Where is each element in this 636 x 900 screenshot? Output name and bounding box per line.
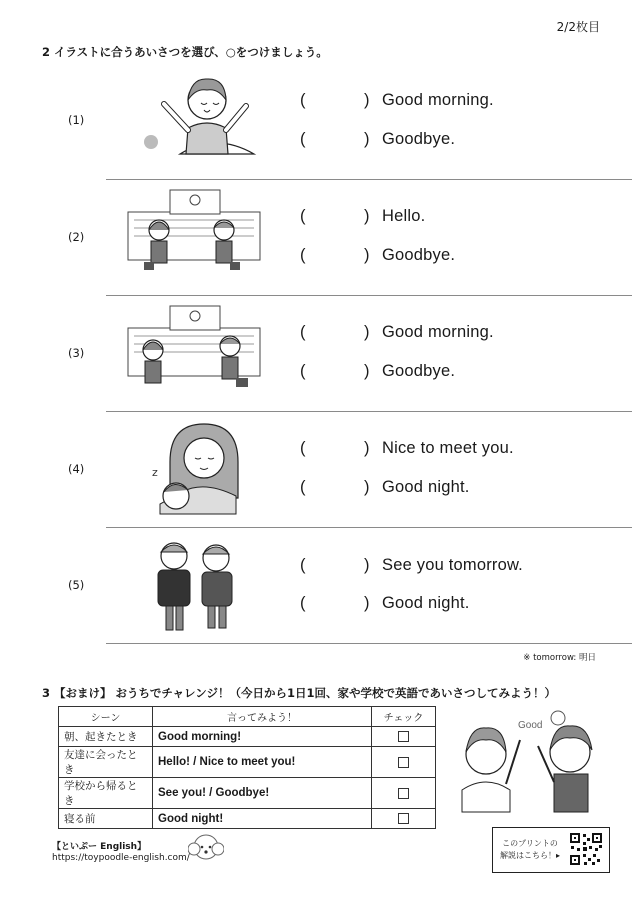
column-header: チェック bbox=[372, 707, 436, 727]
table-row bbox=[59, 727, 436, 747]
girl-waking-up-illustration bbox=[126, 70, 266, 166]
divider bbox=[106, 295, 632, 296]
divider bbox=[106, 179, 632, 180]
phrase-cell: Good night! bbox=[153, 809, 372, 829]
divider bbox=[106, 411, 632, 412]
table-row bbox=[59, 809, 436, 829]
choice-text: Good night. bbox=[382, 478, 470, 496]
phrase-cell: See you! / Goodbye! bbox=[153, 778, 372, 809]
mother-and-sleeping-child-illustration bbox=[126, 418, 262, 518]
qr-code-icon[interactable] bbox=[569, 832, 603, 866]
table-row bbox=[59, 747, 436, 778]
question-number: (4) bbox=[68, 462, 85, 476]
explanation-link-box[interactable] bbox=[492, 827, 610, 873]
choice-text: Hello. bbox=[382, 207, 426, 225]
choice-text: Good morning. bbox=[382, 91, 494, 109]
choice-text: Good morning. bbox=[382, 323, 494, 341]
challenge-table bbox=[58, 706, 436, 829]
choice-text: Good night. bbox=[382, 594, 470, 612]
choice-text: See you tomorrow. bbox=[382, 556, 523, 574]
speech-bubble-text: Good bbox=[518, 720, 543, 731]
choice-text: Nice to meet you. bbox=[382, 439, 514, 457]
page-number: 2/2枚目 bbox=[556, 20, 600, 34]
divider bbox=[106, 527, 632, 528]
scene-cell: 朝、起きたとき bbox=[59, 727, 153, 747]
scene-cell: 寝る前 bbox=[59, 809, 153, 829]
table-row bbox=[59, 778, 436, 809]
site-url[interactable]: https://toypoodle-english.com/ bbox=[52, 853, 190, 863]
section2-title: 2 イラストに合うあいさつを選び、○をつけましょう。 bbox=[42, 45, 328, 59]
choice-text: Goodbye. bbox=[382, 130, 456, 148]
svg-text:z: z bbox=[152, 466, 158, 479]
kids-thumbs-up-illustration bbox=[446, 704, 612, 814]
choice-text: Goodbye. bbox=[382, 246, 456, 264]
footnote: ※ tomorrow: 明日 bbox=[523, 653, 596, 663]
divider bbox=[106, 643, 632, 644]
check-box[interactable] bbox=[398, 731, 409, 742]
phrase-cell: Good morning! bbox=[153, 727, 372, 747]
qr-caption-line: 解説はこちら！▸ bbox=[499, 851, 560, 860]
section3-title: 3 【おまけ】 おうちでチャレンジ！（今日から1日1回、家や学校で英語であいさつしてみよう！） bbox=[42, 686, 556, 700]
qr-caption-line: このプリントの bbox=[502, 839, 558, 848]
question-number: (3) bbox=[68, 346, 85, 360]
students-waving-goodbye-illustration bbox=[126, 534, 262, 634]
phrase-cell: Hello! / Nice to meet you! bbox=[153, 747, 372, 778]
question-number: (5) bbox=[68, 578, 85, 592]
check-box[interactable] bbox=[398, 788, 409, 799]
table-header-row bbox=[59, 707, 436, 727]
students-meeting-illustration bbox=[126, 186, 262, 282]
poodle-mascot-icon bbox=[188, 830, 224, 864]
students-leaving-school-illustration bbox=[126, 302, 262, 398]
column-header: 言ってみよう！ bbox=[153, 707, 372, 727]
check-box[interactable] bbox=[398, 757, 409, 768]
check-box[interactable] bbox=[398, 813, 409, 824]
question-number: (1) bbox=[68, 113, 85, 127]
question-number: (2) bbox=[68, 230, 85, 244]
column-header: シーン bbox=[59, 707, 153, 727]
choice-text: Goodbye. bbox=[382, 362, 456, 380]
scene-cell: 友達に会ったとき bbox=[59, 747, 153, 778]
scene-cell: 学校から帰るとき bbox=[59, 778, 153, 809]
brand-name: 【といぷー English】 bbox=[52, 842, 147, 852]
